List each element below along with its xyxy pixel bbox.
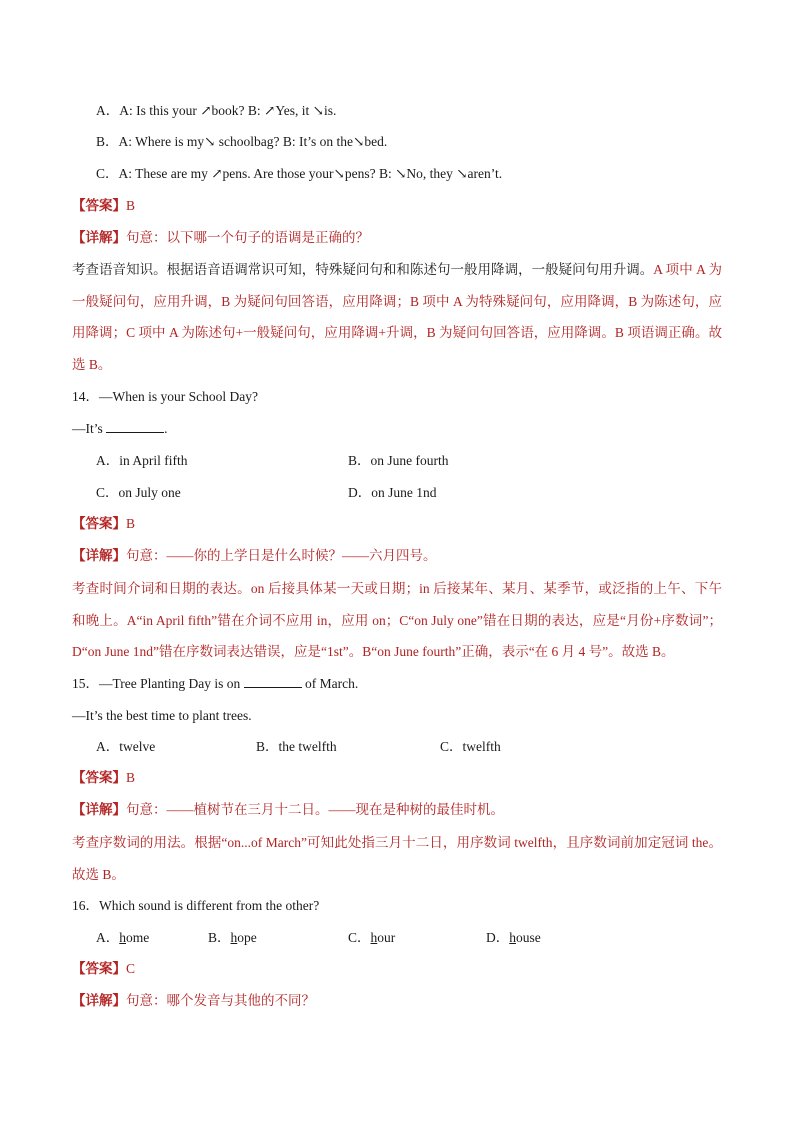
option-rest: our bbox=[377, 930, 396, 945]
q13-option-b: B．A: Where is my↘ schoolbag? B: It’s on the↘bed. bbox=[96, 134, 388, 149]
q13-explanation bbox=[72, 254, 722, 381]
option-rest: ouse bbox=[516, 930, 541, 945]
answer-label: 【答案】 bbox=[72, 770, 126, 785]
q16-option-a bbox=[96, 928, 149, 948]
q14-blank bbox=[106, 419, 164, 433]
q14-reply-text: —It’s bbox=[72, 421, 107, 436]
q14-answer bbox=[72, 514, 135, 534]
q14-option-c: C．on July one bbox=[96, 485, 181, 500]
q15-stem bbox=[72, 674, 358, 694]
q15-option-b: B．the twelfth bbox=[256, 739, 337, 754]
q16-stem: 16．Which sound is different from the other? bbox=[72, 898, 320, 913]
q16-detail bbox=[72, 991, 315, 1011]
detail-meaning: 句意：以下哪一个句子的语调是正确的？ bbox=[126, 230, 369, 245]
q15-detail bbox=[72, 800, 504, 820]
q13-detail bbox=[72, 228, 369, 248]
answer-value: B bbox=[126, 516, 136, 531]
q14-reply-end: . bbox=[164, 421, 168, 436]
option-underlined-letter: h bbox=[230, 930, 238, 945]
q13-option-c: C．A: These are my ↗pens. Are those your↘pens? B: ↘No, they ↘aren’t. bbox=[96, 166, 503, 181]
q13-answer bbox=[72, 196, 135, 216]
detail-meaning: 句意：——你的上学日是什么时候？——六月四号。 bbox=[126, 548, 437, 563]
option-prefix: A． bbox=[96, 930, 120, 945]
q14-option-d: D．on June 1nd bbox=[348, 485, 437, 500]
q15-answer bbox=[72, 768, 135, 788]
q14-option-b: B．on June fourth bbox=[348, 453, 449, 468]
q15-blank bbox=[244, 674, 302, 688]
option-prefix: D． bbox=[486, 930, 510, 945]
q15-stem-text: 15．—Tree Planting Day is on bbox=[72, 676, 244, 691]
q14-option-a: A．in April fifth bbox=[96, 453, 188, 468]
q13-explanation-red: A 项中 A 为 一般疑问句，应用升调，B 为疑问句回答语，应用降调；B 项中 A 为特殊疑问句，应用降调，B 为陈述句，应用降调；C 项中 A 为陈述句+一般疑问句，应用降调+升调，B 为疑问句回答语，应用降调。B 项语调正确。故选 B。 bbox=[72, 262, 723, 373]
option-prefix: B． bbox=[208, 930, 231, 945]
q14-explanation: 考查时间介词和日期的表达。on 后接具体某一天或日期；in 后接某年、某月、某季节，或泛指的上午、下午和晚上。A“in April fifth”错在介词不应用 in，应用 on；C“on July one”错在日期的表达，应是“月份+序数词”；D“on June 1nd”错在序数词表达错误，应是“1st”。B“on June fourth”正确，表示“在 6 月 4 号”。故选 B。 bbox=[72, 581, 722, 660]
q14-reply bbox=[72, 419, 168, 439]
q16-answer bbox=[72, 959, 135, 979]
detail-label: 【详解】 bbox=[72, 548, 126, 563]
q16-option-d bbox=[486, 928, 541, 948]
q14-stem: 14．—When is your School Day? bbox=[72, 389, 258, 404]
answer-label: 【答案】 bbox=[72, 961, 126, 976]
option-underlined-letter: h bbox=[509, 930, 516, 945]
option-rest: ope bbox=[237, 930, 257, 945]
detail-meaning: 句意：哪个发音与其他的不同？ bbox=[126, 993, 315, 1008]
detail-label: 【详解】 bbox=[72, 230, 126, 245]
q16-option-c bbox=[348, 928, 395, 948]
q15-option-a: A．twelve bbox=[96, 739, 156, 754]
detail-label: 【详解】 bbox=[72, 802, 126, 817]
detail-meaning: 句意：——植树节在三月十二日。——现在是种树的最佳时机。 bbox=[126, 802, 504, 817]
q15-reply: —It’s the best time to plant trees. bbox=[72, 708, 252, 723]
option-prefix: C． bbox=[348, 930, 371, 945]
answer-value: B bbox=[126, 770, 136, 785]
q15-stem-end: of March. bbox=[301, 676, 359, 691]
answer-label: 【答案】 bbox=[72, 516, 126, 531]
option-underlined-letter: h bbox=[370, 930, 378, 945]
detail-label: 【详解】 bbox=[72, 993, 126, 1008]
q13-explanation-black: 考查语音知识。根据语音语调常识可知，特殊疑问句和和陈述句一般用降调，一般疑问句用升调。 bbox=[72, 262, 654, 277]
answer-label: 【答案】 bbox=[72, 198, 126, 213]
answer-value: C bbox=[126, 961, 136, 976]
q13-option-a: A．A: Is this your ↗book? B: ↗Yes, it ↘is. bbox=[96, 103, 337, 118]
q14-detail bbox=[72, 546, 437, 566]
answer-value: B bbox=[126, 198, 136, 213]
option-underlined-letter: h bbox=[119, 930, 126, 945]
option-rest: ome bbox=[126, 930, 150, 945]
q16-option-b bbox=[208, 928, 257, 948]
q15-option-c: C．twelfth bbox=[440, 739, 501, 754]
q15-explanation: 考查序数词的用法。根据“on...of March”可知此处指三月十二日，用序数词 twelfth，且序数词前加定冠词 the。故选 B。 bbox=[72, 835, 722, 882]
